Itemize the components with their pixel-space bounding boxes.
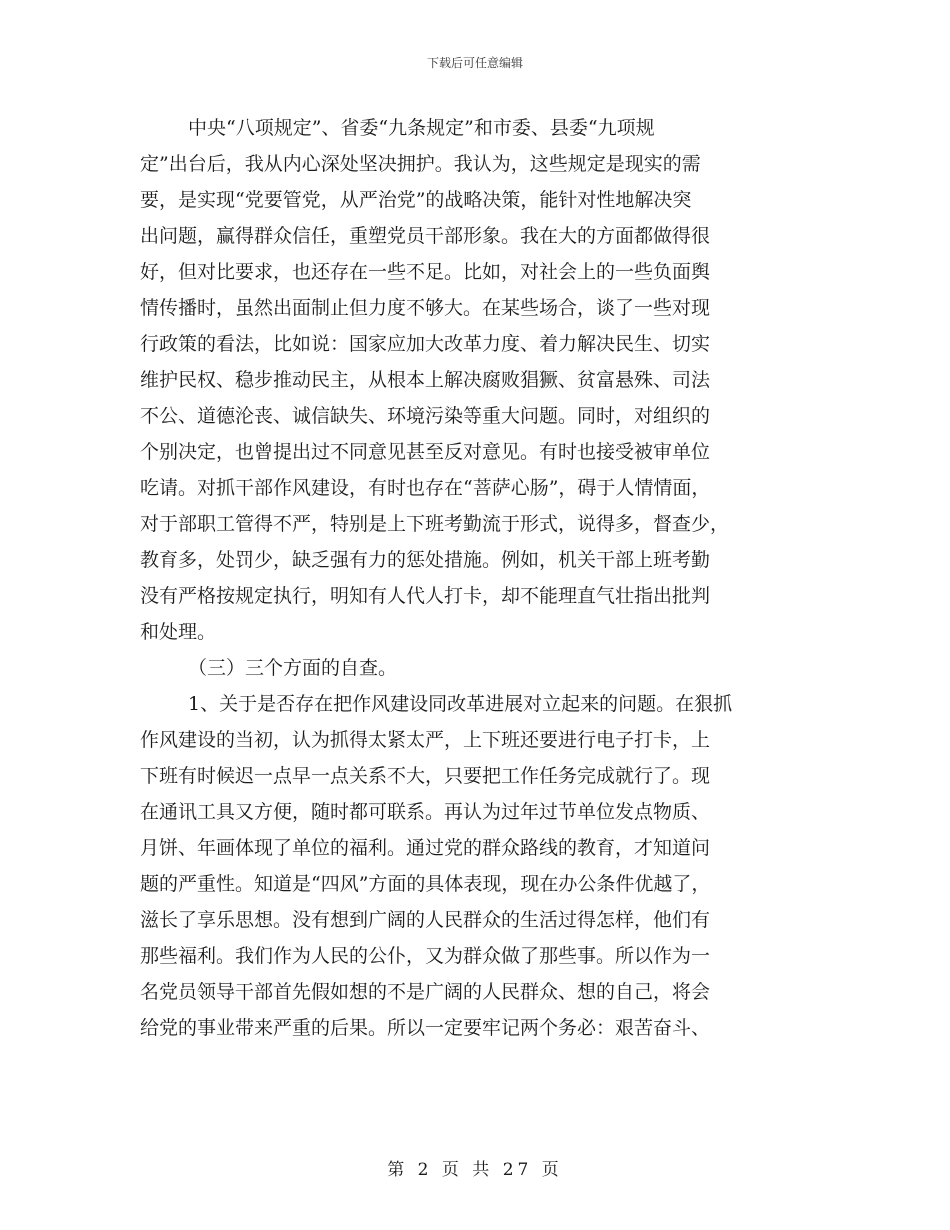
text-line: 个别决定，也曾提出过不同意见甚至反对意见。有时也接受被审单位 (140, 441, 711, 463)
text-line: 情传播时，虽然出面制止但力度不够大。在某些场合，谈了一些对现 (140, 297, 711, 319)
text-line: 作风建设的当初，认为抓得太紧太严，上下班还要进行电子打卡，上 (140, 729, 711, 751)
text-line: 定”出台后，我从内心深处坚决拥护。我认为，这些规定是现实的需 (140, 153, 701, 175)
section-heading: （三）三个方面的自查。 (188, 657, 398, 679)
header-note: 下载后可任意编辑 (426, 56, 523, 70)
text-line: 没有严格按规定执行，明知有人代人打卡，却不能理直气壮指出批判 (140, 585, 711, 607)
text-line: 那些福利。我们作为人民的公仆，又为群众做了那些事。所以作为一 (140, 945, 711, 967)
page-number: 第 2 页 共 27 页 (387, 1160, 563, 1180)
text-line: 要，是实现“党要管党，从严治党”的战略决策，能针对性地解决突 (140, 189, 692, 211)
text-line: 和处理。 (140, 621, 217, 643)
text-line: 名党员领导干部首先假如想的不是广阔的人民群众、想的自己，将会 (140, 981, 711, 1003)
text-line: 不公、道德沦丧、诚信缺失、环境污染等重大问题。同时，对组织的 (140, 405, 711, 427)
text-line: 维护民权、稳步推动民主，从根本上解决腐败猖獗、贫富悬殊、司法 (140, 369, 711, 391)
text-line: 出问题，赢得群众信任，重塑党员干部形象。我在大的方面都做得很 (140, 225, 711, 247)
text-line: 给党的事业带来严重的后果。所以一定要牢记两个务必：艰苦奋斗、 (140, 1017, 711, 1039)
text-line: 教育多，处罚少，缺乏强有力的惩处措施。例如，机关干部上班考勤 (140, 549, 711, 571)
text-line: 1、关于是否存在把作风建设同改革进展对立起来的问题。在狠抓 (188, 693, 733, 715)
text-line: 题的严重性。知道是“四风”方面的具体表现，现在办公条件优越了， (140, 873, 711, 895)
text-line: 下班有时候迟一点早一点关系不大，只要把工作任务完成就行了。现 (140, 765, 711, 787)
text-line: 吃请。对抓干部作风建设，有时也存在“菩萨心肠”，碍于人情情面， (140, 477, 711, 499)
document-body (140, 110, 812, 1046)
text-line: 月饼、年画体现了单位的福利。通过党的群众路线的教育，才知道问 (140, 837, 711, 859)
text-line: 好，但对比要求，也还存在一些不足。比如，对社会上的一些负面舆 (140, 261, 711, 283)
text-line: 在通讯工具又方便，随时都可联系。再认为过年过节单位发点物质、 (140, 801, 711, 823)
text-line: 滋长了享乐思想。没有想到广阔的人民群众的生活过得怎样，他们有 (140, 909, 711, 931)
text-line: 中央“八项规定”、省委“九条规定”和市委、县委“九项规 (188, 117, 655, 139)
text-line: 对于部职工管得不严，特别是上下班考勤流于形式，说得多，督查少， (140, 513, 730, 535)
text-line: 行政策的看法，比如说：国家应加大改革力度、着力解决民生、切实 (140, 333, 711, 355)
